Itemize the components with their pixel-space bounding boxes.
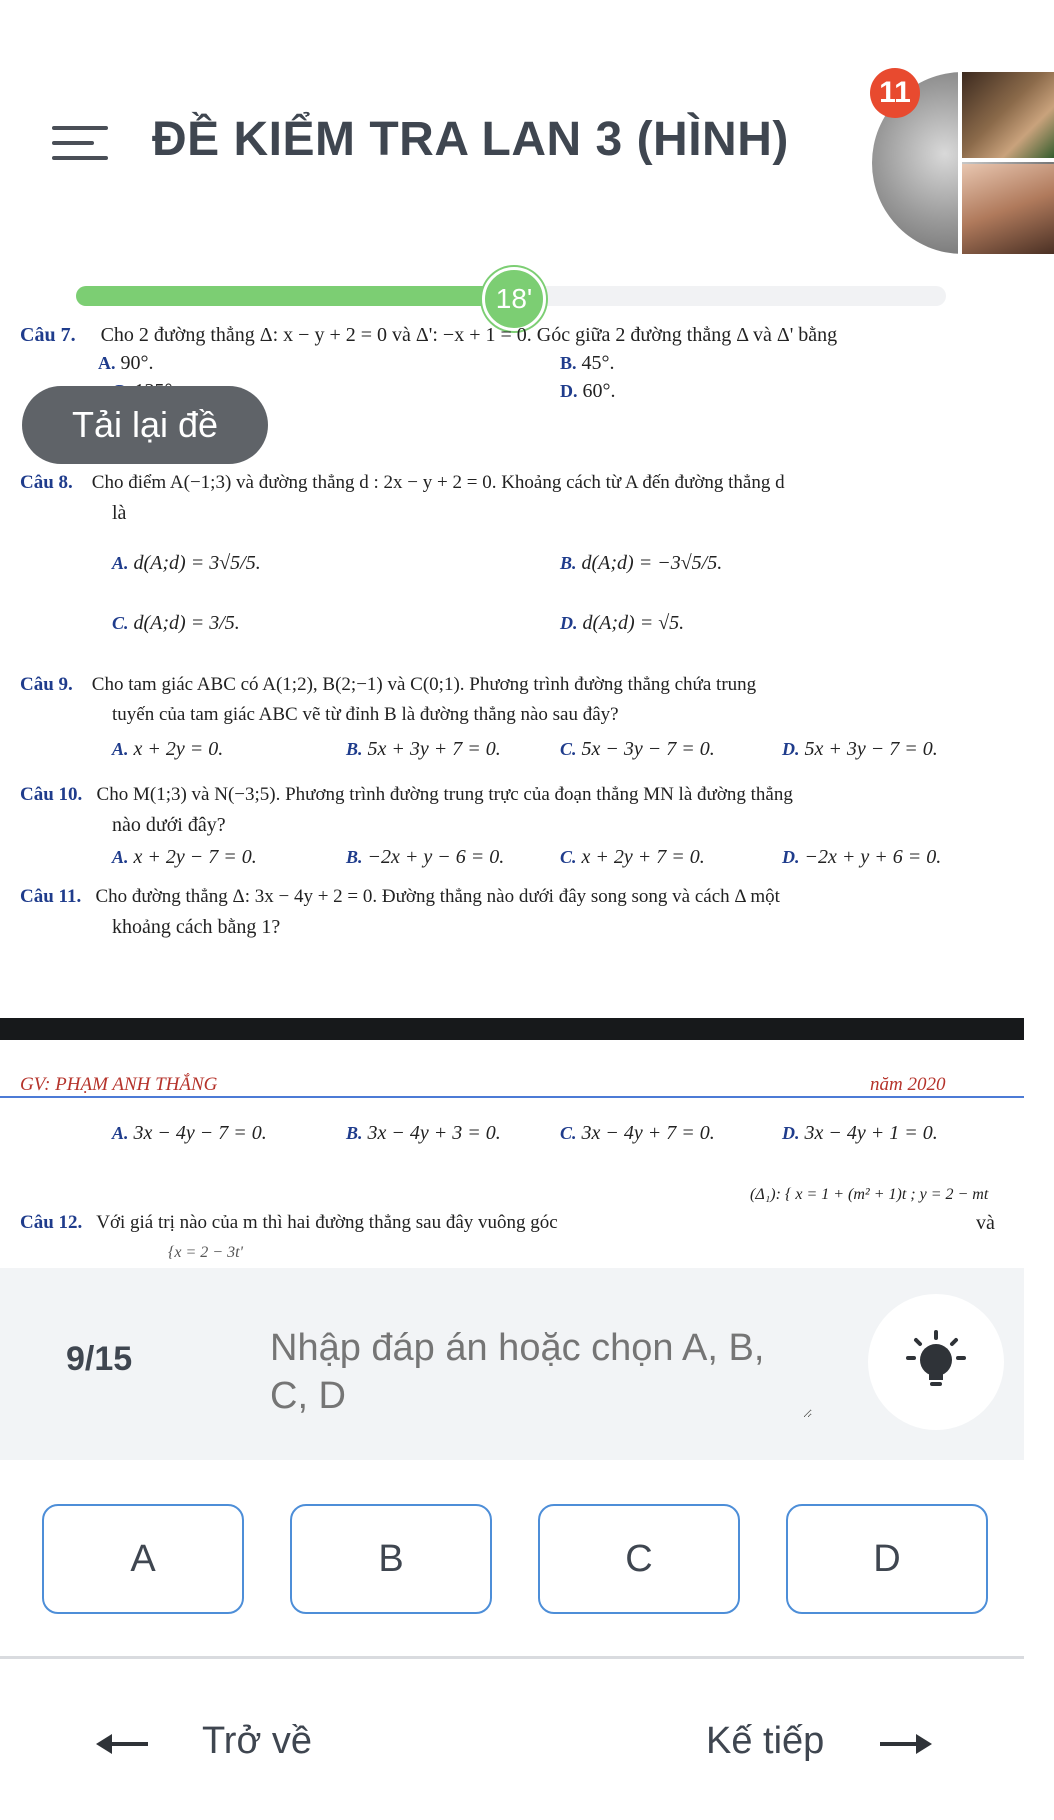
question-8: Câu 8. Cho điểm A(−1;3) và đường thẳng d : 2x − y + 2 = 0. Khoảng cách từ A đến đường thẳng d <box>20 472 785 493</box>
q10-option-a: A. x + 2y − 7 = 0. <box>112 846 257 868</box>
choice-b-button[interactable]: B <box>290 1504 492 1614</box>
question-11-text-2: khoảng cách bằng 1? <box>112 916 281 938</box>
choice-d-button[interactable]: D <box>786 1504 988 1614</box>
hint-button[interactable] <box>868 1294 1004 1430</box>
q7-option-b: B. 45°. <box>560 352 615 374</box>
question-12-text: Với giá trị nào của m thì hai đường thẳng sau đây vuông góc <box>96 1212 558 1233</box>
question-10-text: Cho M(1;3) và N(−3;5). Phương trình đường trung trực của đoạn thẳng MN là đường thẳng <box>96 784 793 805</box>
answer-input[interactable] <box>268 1322 812 1418</box>
q8-option-a: A. d(A;d) = 3√5/5. <box>112 552 261 574</box>
q10-option-d: D. −2x + y + 6 = 0. <box>782 846 942 868</box>
q11-option-c: C. 3x − 4y + 7 = 0. <box>560 1122 715 1144</box>
q9-option-b: B. 5x + 3y + 7 = 0. <box>346 738 501 760</box>
teacher-name: GV: PHẠM ANH THẮNG <box>20 1074 218 1095</box>
year-label: năm 2020 <box>870 1074 946 1095</box>
q10-option-b: B. −2x + y − 6 = 0. <box>346 846 505 868</box>
notification-badge: 11 <box>870 68 920 118</box>
arrow-left-icon <box>92 1716 152 1772</box>
timer-badge: 18' <box>482 267 546 331</box>
q11-option-b: B. 3x − 4y + 3 = 0. <box>346 1122 501 1144</box>
back-button[interactable] <box>92 1716 342 1772</box>
exam-document <box>0 324 1024 1261</box>
lightbulb-icon <box>868 1294 1004 1430</box>
app-header <box>0 0 1024 270</box>
next-label: Kế tiếp <box>706 1720 825 1762</box>
q11-option-d: D. 3x − 4y + 1 = 0. <box>782 1122 938 1144</box>
page-break <box>0 1018 1024 1040</box>
q7-option-a: A. 90°. <box>98 352 154 374</box>
question-11-text: Cho đường thẳng Δ: 3x − 4y + 2 = 0. Đường thẳng nào dưới đây song song và cách Δ một <box>95 886 780 907</box>
q12-and: và <box>976 1212 995 1234</box>
choice-c-button[interactable]: C <box>538 1504 740 1614</box>
question-9-text: Cho tam giác ABC có A(1;2), B(2;−1) và C(0;1). Phương trình đường thẳng chứa trung <box>91 674 757 695</box>
question-counter: 9/15 <box>66 1340 133 1378</box>
bottom-divider <box>0 1656 1024 1659</box>
question-8-text-2: là <box>112 502 127 524</box>
q7-option-d: D. 60°. <box>560 380 616 402</box>
header-rule <box>0 1096 1024 1098</box>
progress-fill <box>76 286 511 306</box>
q8-option-c: C. d(A;d) = 3/5. <box>112 612 240 634</box>
back-label: Trở về <box>202 1720 313 1762</box>
q8-option-b: B. d(A;d) = −3√5/5. <box>560 552 723 574</box>
q9-option-a: A. x + 2y = 0. <box>112 738 224 760</box>
q11-option-a: A. 3x − 4y − 7 = 0. <box>112 1122 267 1144</box>
q9-option-c: C. 5x − 3y − 7 = 0. <box>560 738 715 760</box>
menu-icon[interactable] <box>52 126 110 160</box>
q12-system: (Δ₁): { x = 1 + (m² + 1)t ; y = 2 − mt <box>750 1186 989 1203</box>
choice-a-button[interactable]: A <box>42 1504 244 1614</box>
question-7-text: Cho 2 đường thẳng Δ: x − y + 2 = 0 và Δ': −x + 1 = 0. Góc giữa 2 đường thẳng Δ và Δ' bằng <box>100 324 838 346</box>
arrow-right-icon <box>876 1716 936 1772</box>
question-8-text: Cho điểm A(−1;3) và đường thẳng d : 2x − y + 2 = 0. Khoảng cách từ A đến đường thẳng d <box>91 472 785 493</box>
question-10-text-2: nào dưới đây? <box>112 814 226 836</box>
q10-option-c: C. x + 2y + 7 = 0. <box>560 846 705 868</box>
page-title: ĐỀ KIỂM TRA LAN 3 (HÌNH) <box>152 113 789 166</box>
question-11: Câu 11. Cho đường thẳng Δ: 3x − 4y + 2 = 0. Đường thẳng nào dưới đây song song và cách Δ một <box>20 886 780 907</box>
reload-exam-button[interactable]: Tải lại đề <box>22 386 268 464</box>
question-9-text-2: tuyến của tam giác ABC vẽ từ đỉnh B là đường thẳng nào sau đây? <box>112 704 619 725</box>
question-10: Câu 10. Cho M(1;3) và N(−3;5). Phương trình đường trung trực của đoạn thẳng MN là đường thẳng <box>20 784 793 805</box>
q12-cut-line: {x = 2 − 3t' <box>168 1244 243 1261</box>
next-button[interactable] <box>706 1716 946 1772</box>
question-12: Câu 12. Với giá trị nào của m thì hai đường thẳng sau đây vuông góc <box>20 1212 558 1233</box>
question-7: Câu 7. Cho 2 đường thẳng Δ: x − y + 2 = 0 và Δ': −x + 1 = 0. Góc giữa 2 đường thẳng Δ và Δ' bằng <box>20 324 838 346</box>
q9-option-d: D. 5x + 3y − 7 = 0. <box>782 738 938 760</box>
question-9: Câu 9. Cho tam giác ABC có A(1;2), B(2;−1) và C(0;1). Phương trình đường thẳng chứa trung <box>20 674 757 695</box>
q8-option-d: D. d(A;d) = √5. <box>560 612 685 634</box>
